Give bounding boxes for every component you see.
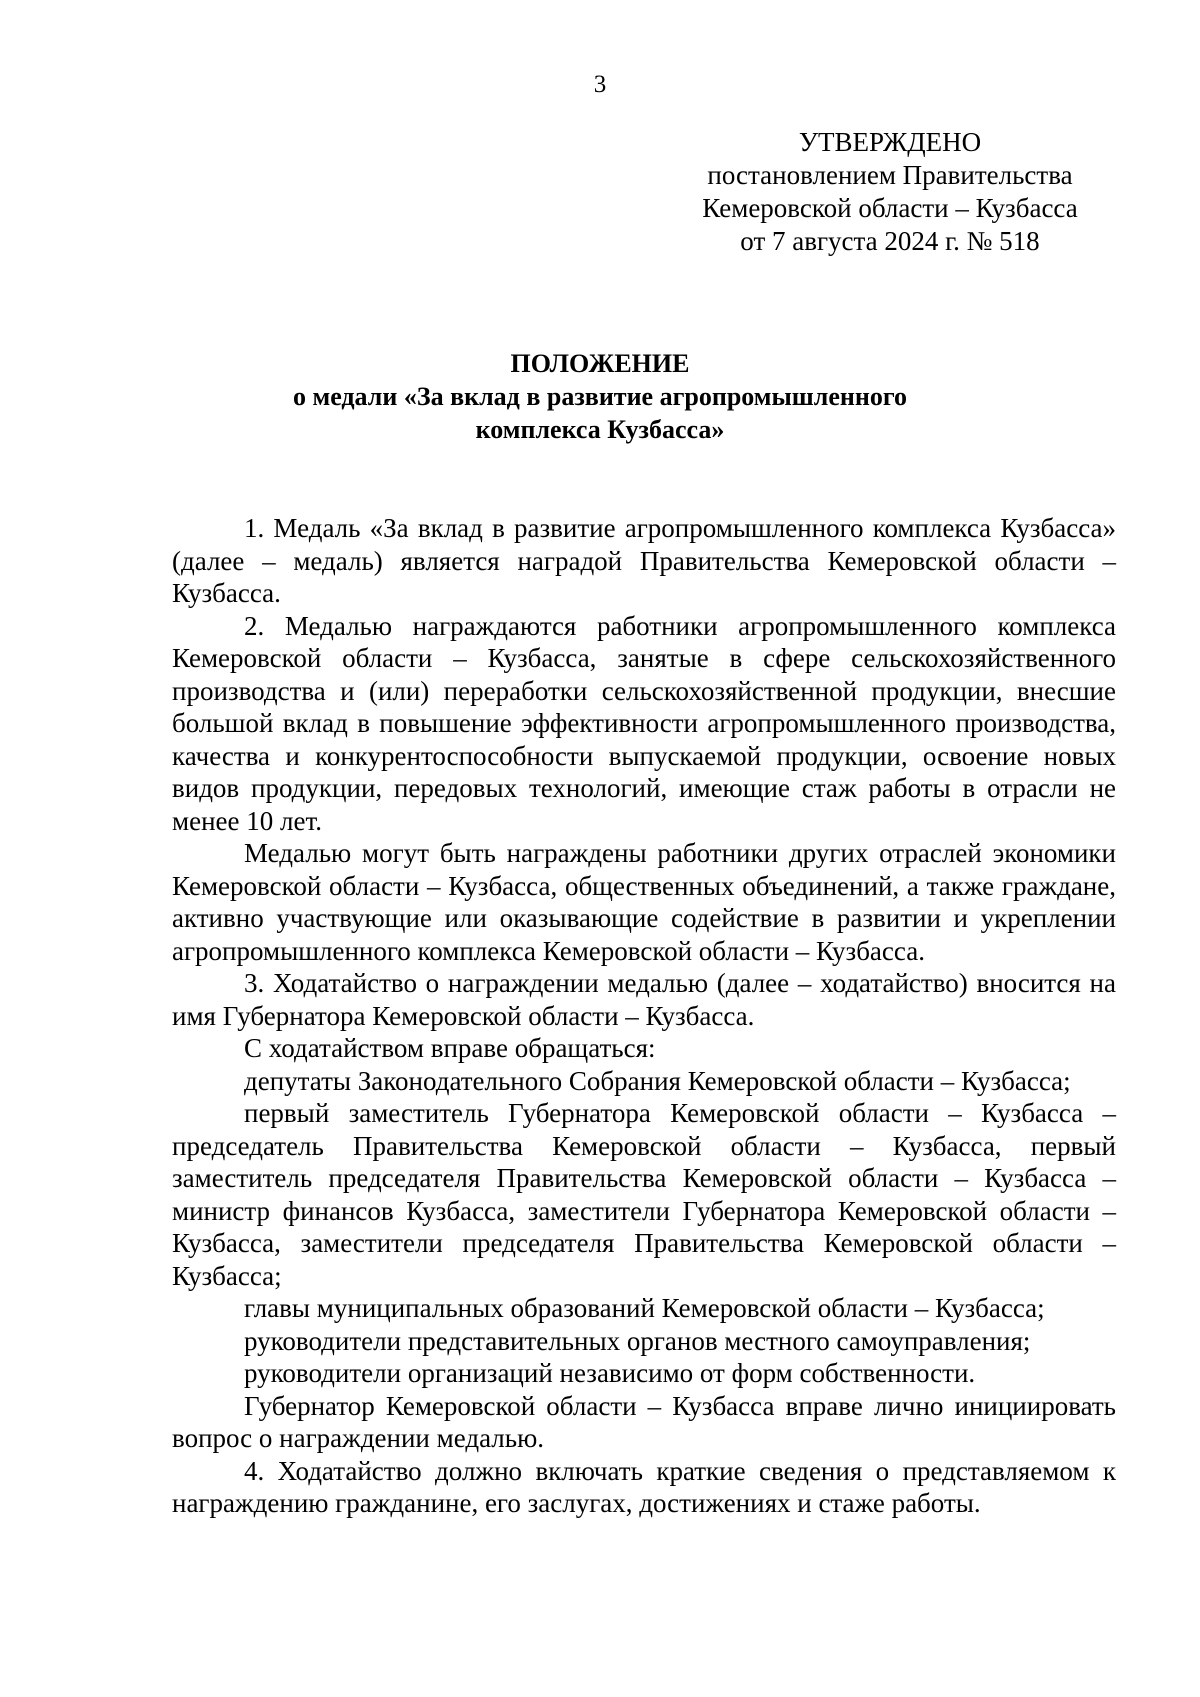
governor-initiative: Губернатор Кемеровской области – Кузбасса вправе лично инициировать вопрос о награждении медалью. — [172, 1390, 1116, 1453]
document-title — [0, 347, 1200, 446]
title-subject-line-1: о медали «За вклад в развитие агропромышленного — [292, 382, 908, 411]
document-body — [172, 512, 1116, 1520]
paragraph-4: 4. Ходатайство должно включать краткие сведения о представляемом к награждению гражданине, его заслугах, достижениях и стаже работы. — [172, 1455, 1116, 1518]
approval-date-number: от 7 августа 2024 г. № 518 — [740, 226, 1040, 256]
title-subject-line-2: комплекса Кузбасса» — [475, 415, 725, 444]
paragraph-3: 3. Ходатайство о награждении медалью (далее – ходатайство) вносится на имя Губернатора Кемеровской области – Кузбасса. — [172, 968, 1116, 1031]
petitioner-organizations: руководители организаций независимо от форм собственности. — [244, 1358, 976, 1388]
paragraph-1: 1. Медаль «За вклад в развитие агропромышленного комплекса Кузбасса» (далее – медаль) является наградой Правительства Кемеровской области – Кузбасса. — [172, 513, 1116, 608]
approval-decree-line: постановлением Правительства — [707, 160, 1073, 190]
approval-heading: УТВЕРЖДЕНО — [798, 127, 982, 157]
approval-region-line: Кемеровской области – Кузбасса — [702, 193, 1078, 223]
approval-stamp — [680, 126, 1100, 258]
title-heading: ПОЛОЖЕНИЕ — [510, 349, 690, 378]
petitioner-officials: первый заместитель Губернатора Кемеровской области – Кузбасса – председатель Правительства Кемеровской области – Кузбасса, первый заместитель председателя Правительства Кемеровской области – Кузбасса – министр финансов Кузбасса, заместители Губернатора Кемеровской области – Кузбасса, заместители председателя Правительства Кемеровской области – Кузбасса; — [172, 1098, 1116, 1291]
paragraph-2: 2. Медалью награждаются работники агропромышленного комплекса Кемеровской области – Кузбасса, занятые в сфере сельскохозяйственного производства и (или) переработки сельскохозяйственной продукции, внесшие большой вклад в повышение эффективности агропромышленного производства, качества и конкурентоспособности выпускаемой продукции, освоение новых видов продукции, передовых технологий, имеющие стаж работы в отрасли не менее 10 лет. — [172, 610, 1116, 836]
page-number: 3 — [593, 71, 607, 98]
petitioner-deputies: депутаты Законодательного Собрания Кемеровской области – Кузбасса; — [244, 1065, 1071, 1096]
petition-intro: С ходатайством вправе обращаться: — [244, 1033, 656, 1063]
paragraph-2-continued: Медалью могут быть награждены работники других отраслей экономики Кемеровской области – Кузбасса, общественных объединений, а также граждане, активно участвующие или оказывающие содействие в развитии и укреплении агропромышленного комплекса Кемеровской области – Кузбасса. — [172, 838, 1116, 966]
petitioner-local-bodies: руководители представительных органов местного самоуправления; — [244, 1325, 1031, 1356]
petitioner-municipal-heads: главы муниципальных образований Кемеровской области – Кузбасса; — [244, 1293, 1045, 1323]
